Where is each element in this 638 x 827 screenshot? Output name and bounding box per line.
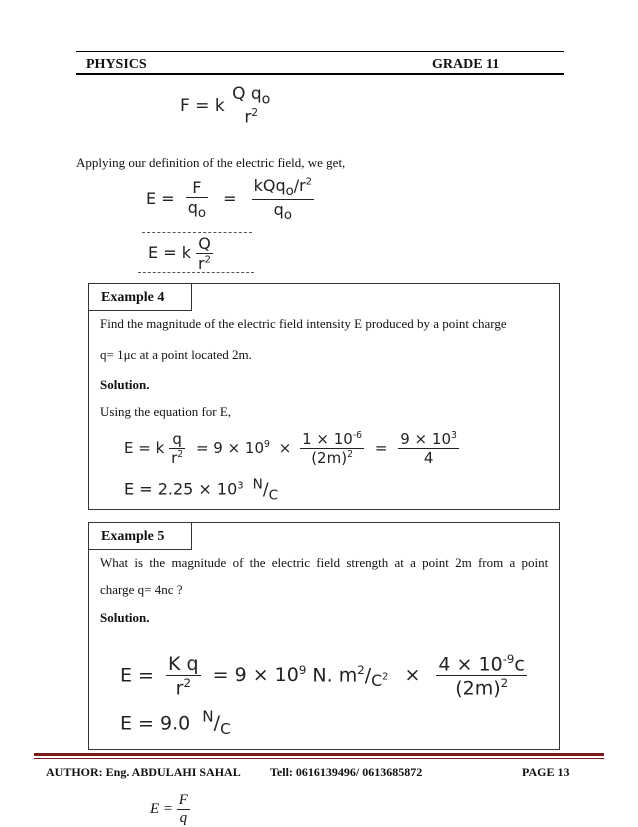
numerator-tail: c — [514, 653, 525, 676]
example-4-solution-label: Solution. — [100, 377, 150, 392]
times-sign: × — [278, 439, 292, 457]
denominator: q — [177, 809, 190, 827]
fraction-kq-over-r2 — [166, 653, 201, 699]
denominator: r — [198, 254, 205, 273]
denominator-sup: 2 — [177, 449, 184, 460]
header-subject: PHYSICS — [86, 57, 147, 72]
denominator: 4 — [398, 448, 459, 467]
fraction-result — [398, 430, 459, 467]
unit-c-sup: 2 — [382, 671, 389, 683]
unit-denominator: C — [268, 487, 279, 504]
numerator-sup: -9 — [502, 652, 515, 666]
denominator-sup: 2 — [183, 675, 191, 690]
denominator: r — [244, 108, 252, 129]
numerator: K q — [168, 652, 199, 675]
divider-rule — [142, 232, 252, 233]
unit-denominator: C — [220, 720, 231, 739]
example-5-equation-2 — [120, 708, 231, 738]
example-4-question-line2: q= 1μc at a point located 2m. — [100, 347, 252, 362]
denominator: r — [171, 449, 178, 467]
footer-rule-thick — [34, 753, 604, 756]
exponent: 3 — [237, 480, 244, 492]
unit-numerator: N — [202, 708, 214, 726]
fraction-charge-over-distance — [436, 652, 526, 700]
denominator-sup: 2 — [347, 449, 353, 460]
field-point-charge-equation — [148, 234, 213, 273]
numerator: kQq — [253, 176, 286, 195]
middle-term: = 9 × 10 — [195, 439, 265, 457]
example-5-question: What is the magnitude of the electric field strength at a point 2m from a point — [100, 555, 549, 570]
numerator: q — [172, 430, 182, 448]
example-5-title: Example 5 — [101, 529, 165, 544]
numerator-sup: 2 — [305, 176, 313, 188]
denominator-sup: 2 — [251, 107, 259, 120]
fraction-charge-over-distance — [300, 430, 364, 467]
eq-lhs: E = 2.25 × 10 — [124, 479, 238, 499]
denominator: q — [187, 198, 198, 218]
unit-slash: / — [364, 664, 372, 687]
numerator: F — [192, 178, 202, 198]
fraction-f-over-q — [186, 178, 208, 221]
bottom-equation — [150, 792, 190, 827]
unit-n-over-c: $^N/_C$ — [252, 476, 279, 504]
unit-n-over-c: $^N/_C$ — [202, 708, 231, 739]
denominator-sup: 2 — [204, 254, 211, 266]
numerator-sub: o — [261, 91, 271, 108]
eq-lhs: E = k — [124, 439, 165, 457]
denominator-sub: o — [283, 208, 292, 224]
fraction — [196, 234, 213, 273]
denominator: (2m) — [455, 677, 501, 700]
fraction — [230, 84, 272, 128]
example-5-title-tab — [88, 522, 192, 550]
example-5-equation-1 — [120, 652, 527, 700]
equals-sign: = — [374, 439, 388, 457]
footer-author: AUTHOR: Eng. ABDULAHI SAHAL — [46, 765, 241, 779]
header-grade: GRADE 11 — [432, 57, 500, 72]
eq-lhs: E = — [150, 800, 174, 817]
fraction-q-over-r2 — [169, 430, 185, 467]
field-definition-equation — [146, 176, 314, 223]
numerator: 1 × 10 — [302, 430, 353, 448]
unit-nm-sup: 2 — [357, 663, 365, 677]
intro-text: Applying our definition of the electric field, we get, — [76, 155, 346, 170]
header-bottom-rule — [76, 73, 564, 75]
numerator: 9 × 10 — [400, 430, 451, 448]
middle-term: = 9 × 10 — [212, 664, 299, 687]
example-4-equation-2 — [124, 476, 278, 503]
example-4-using-text: Using the equation for E, — [100, 404, 232, 419]
numerator-sub: o — [285, 184, 294, 200]
footer-telephone: Tell: 0616139496/ 0613685872 — [270, 765, 423, 779]
unit-numerator: N — [252, 476, 263, 492]
example-4-title: Example 4 — [101, 290, 165, 305]
example-5-solution-label: Solution. — [100, 610, 150, 625]
eq-lhs: F = k — [180, 96, 225, 117]
eq-lhs: E = — [146, 189, 175, 209]
unit-nm: N. m — [306, 664, 358, 687]
footer-rule-thin — [34, 758, 604, 759]
eq-lhs: E = k — [148, 243, 191, 262]
footer-page-number: PAGE 13 — [522, 765, 570, 779]
equals-sign: = — [223, 189, 237, 209]
numerator: Q — [198, 234, 211, 253]
denominator-sup: 2 — [500, 676, 509, 691]
coulomb-equation — [180, 84, 272, 128]
fraction-kq-over-q — [252, 176, 314, 223]
example-4-equation-1 — [124, 430, 459, 467]
denominator: q — [273, 200, 284, 220]
middle-term-sup: 9 — [264, 439, 270, 450]
denominator: r — [175, 676, 184, 699]
eq-lhs: E = — [120, 664, 154, 687]
numerator-tail: /r — [293, 176, 306, 195]
divider-rule — [138, 272, 254, 273]
eq-lhs: E = 9.0 — [120, 712, 191, 735]
middle-term-sup: 9 — [298, 663, 307, 677]
numerator: 4 × 10 — [438, 653, 503, 676]
fraction — [177, 792, 190, 827]
numerator: F — [178, 792, 188, 808]
numerator-sup: -6 — [352, 430, 363, 441]
times-sign: × — [404, 664, 421, 687]
denominator-sub: o — [197, 206, 207, 222]
example-4-title-tab — [88, 283, 192, 311]
header-top-rule — [76, 51, 564, 52]
numerator-sup: 3 — [451, 430, 457, 441]
unit-c: C — [371, 671, 383, 691]
example-5-question-line2: charge q= 4nc ? — [100, 582, 183, 597]
numerator: Q q — [232, 84, 262, 104]
denominator: (2m) — [311, 449, 348, 467]
example-4-question: Find the magnitude of the electric field intensity E produced by a point charge — [100, 316, 507, 331]
